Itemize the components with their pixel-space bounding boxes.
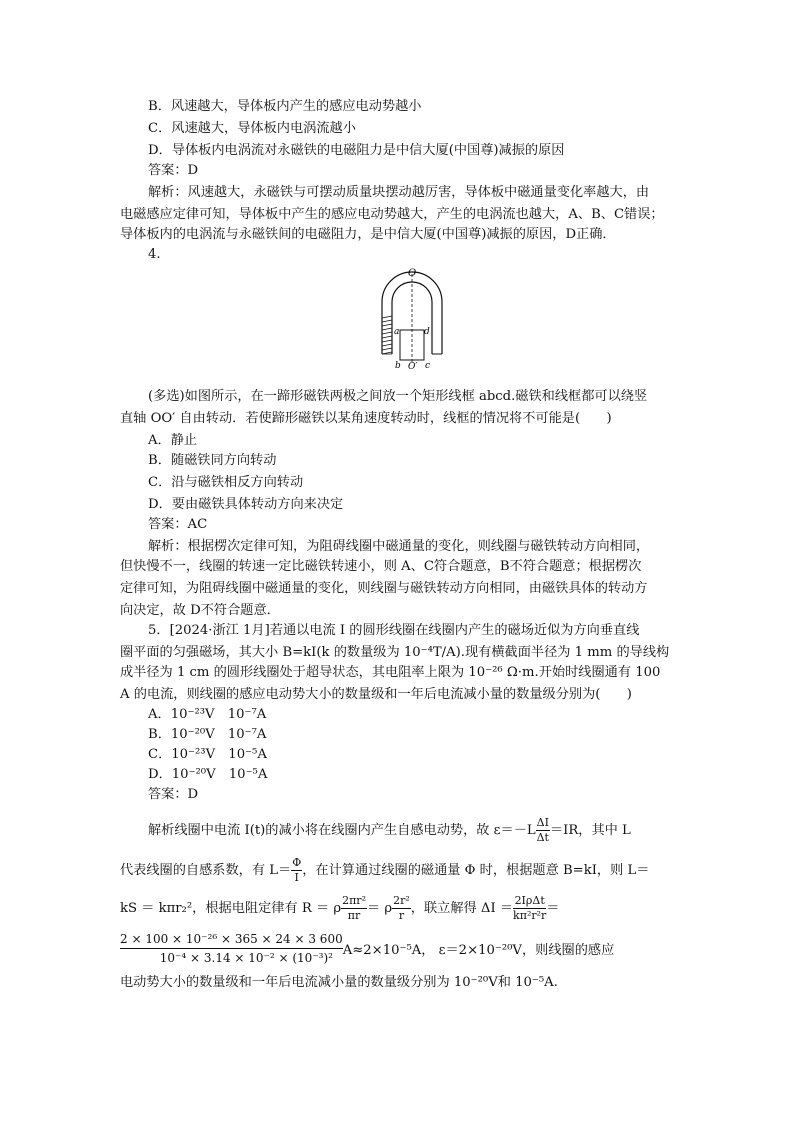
fraction-numerator: ΔI: [536, 816, 549, 829]
q5-stem-line-1: 5．[2024·浙江 1月]若通以电流 I 的圆形线圈在线圈内产生的磁场近似为方向垂直线: [148, 623, 640, 638]
long-fraction-denominator: 10⁻⁴ × 3.14 × 10⁻² × (10⁻³)²: [159, 951, 333, 965]
label-d: d: [424, 327, 430, 337]
q5-option-d: D．10⁻²⁰V 10⁻⁵A: [148, 767, 268, 782]
label-b: b: [395, 361, 401, 370]
q4-analysis-line-2: 但快慢不一，线圈的转速一定比磁铁转速小，则 A、C符合题意，B不符合题意；根据楞次: [120, 559, 642, 574]
q3-analysis-line-1: 解析：风速越大，永磁铁与可摆动质量块摆动越厉害，导体板中磁通量变化率越大，由: [148, 185, 650, 200]
q5-option-c: C．10⁻²³V 10⁻⁵A: [148, 747, 267, 762]
q3-answer: 答案：D: [148, 163, 199, 178]
q5-answer: 答案：D: [148, 787, 199, 802]
q3-analysis-line-3: 导体板内的电涡流与永磁铁间的电磁阻力，是中信大厦(中国尊)减振的原因，D正确．: [120, 227, 616, 242]
q5-a2-pre: 代表线圈的自感系数，有 L＝: [120, 863, 292, 878]
fraction-resistance-2: [392, 894, 411, 923]
q5-a4-post: A≈2×10⁻⁵A， ε＝2×10⁻²⁰V，则线圈的感应: [342, 943, 615, 958]
q3-option-b: B．风速越大，导体板内产生的感应电动势越小: [148, 99, 422, 114]
q4-stem-line-2: 直轴 OO′ 自由转动．若使蹄形磁铁以某角速度转动时，线框的情况将不可能是( ): [120, 411, 612, 426]
q5-option-a: A．10⁻²³V 10⁻⁷A: [148, 707, 267, 722]
q4-option-a: A．静止: [148, 433, 198, 448]
q5-a1-pre: 解析线圈中电流 I(t)的减小将在线圈内产生自感电动势，故 ε＝－L: [148, 823, 536, 838]
q4-analysis-line-3: 定律可知，为阻碍线圈中磁通量的变化，则线圈与磁铁转动方向相同，由磁铁具体的转动方: [120, 581, 648, 596]
label-c: c: [425, 361, 431, 370]
q5-analysis-line-2: [120, 856, 649, 885]
q3-analysis-line-2: 电磁感应定律可知，导体板中产生的感应电动势越大，产生的电涡流也越大，A、B、C错误；: [120, 207, 664, 222]
fraction-denominator: Δt: [536, 831, 549, 844]
q5-a2-post: ，在计算通过线圈的磁通量 Φ 时，根据题意 B=kI，则 L＝: [302, 863, 650, 878]
fraction-denominator: r: [398, 909, 405, 922]
q5-stem-line-2: 圈平面的匀强磁场，其大小 B=kI(k 的数量级为 10⁻⁴T/A).现有横截面半径为 1 mm 的导线构: [120, 645, 670, 660]
fraction-denominator: πr: [347, 909, 361, 922]
q5-stem-line-3: 成半径为 1 cm 的圆形线圈处于超导状态，其电阻率上限为 10⁻²⁶ Ω·m.开始时线圈通有 100: [120, 665, 661, 680]
q5-a3-mid: ＝ ρ: [366, 901, 393, 916]
fraction-resistance-1: [341, 894, 367, 923]
q4-number: 4.: [148, 247, 161, 262]
q3-option-c: C．风速越大，导体板内电涡流越小: [148, 121, 356, 136]
q5-a3-post: ＝: [546, 901, 560, 916]
q5-a1-post: ＝IR，其中 L: [549, 823, 631, 838]
long-fraction-numerator: 2 × 100 × 10⁻²⁶ × 365 × 24 × 3 600: [120, 932, 343, 949]
q4-analysis-line-1: 解析：根据楞次定律可知，为阻碍线圈中磁通量的变化，则线圈与磁铁转动方向相同，: [148, 539, 650, 554]
q5-option-b: B．10⁻²⁰V 10⁻⁷A: [148, 727, 267, 742]
fraction-numerator: Φ: [292, 856, 302, 869]
label-a: a: [394, 327, 400, 337]
q4-option-c: C．沿与磁铁相反方向转动: [148, 475, 304, 490]
q5-long-fraction: [120, 932, 614, 965]
fraction-denominator: I: [294, 871, 299, 884]
q4-stem-line-1: (多选)如图所示，在一蹄形磁铁两极之间放一个矩形线框 abcd.磁铁和线框都可以绕竖: [148, 389, 648, 404]
label-o-prime: O′: [408, 362, 418, 370]
label-o: O: [408, 268, 417, 279]
q4-answer: 答案：AC: [148, 517, 208, 532]
q5-a3-mid2: ，联立解得 ΔI ＝: [410, 901, 514, 916]
horseshoe-magnet-figure: [372, 266, 452, 370]
q5-analysis-line-3: [120, 894, 559, 923]
q4-analysis-line-4: 向决定，故 D不符合题意．: [120, 603, 280, 618]
fraction-numerator: 2πr²: [342, 894, 366, 907]
fraction-delta-i: [513, 894, 546, 923]
q5-analysis-line-5: 电动势大小的数量级和一年后电流减小量的数量级分别为 10⁻²⁰V和 10⁻⁵A.: [120, 975, 558, 990]
fraction-numerator: 2IρΔt: [514, 894, 545, 907]
q5-stem-line-4: A 的电流，则线圈的感应电动势大小的数量级和一年后电流减小量的数量级分别为( ): [120, 687, 632, 702]
fraction-numerator: 2r²: [393, 894, 410, 907]
q4-option-d: D．要由磁铁具体转动方向来决定: [148, 497, 344, 512]
fraction-delta-i-delta-t: [536, 816, 550, 845]
q5-a3-pre: kS ＝ kπr₂²，根据电阻定律有 R ＝ ρ: [120, 901, 342, 916]
q3-option-d: D．导体板内电涡流对永磁铁的电磁阻力是中信大厦(中国尊)减振的原因: [148, 143, 565, 158]
fraction-phi-i: [291, 856, 302, 885]
q5-analysis-line-1: [148, 816, 631, 845]
q4-option-b: B．随磁铁同方向转动: [148, 453, 277, 468]
fraction-denominator: kπ²r²r: [513, 909, 547, 922]
